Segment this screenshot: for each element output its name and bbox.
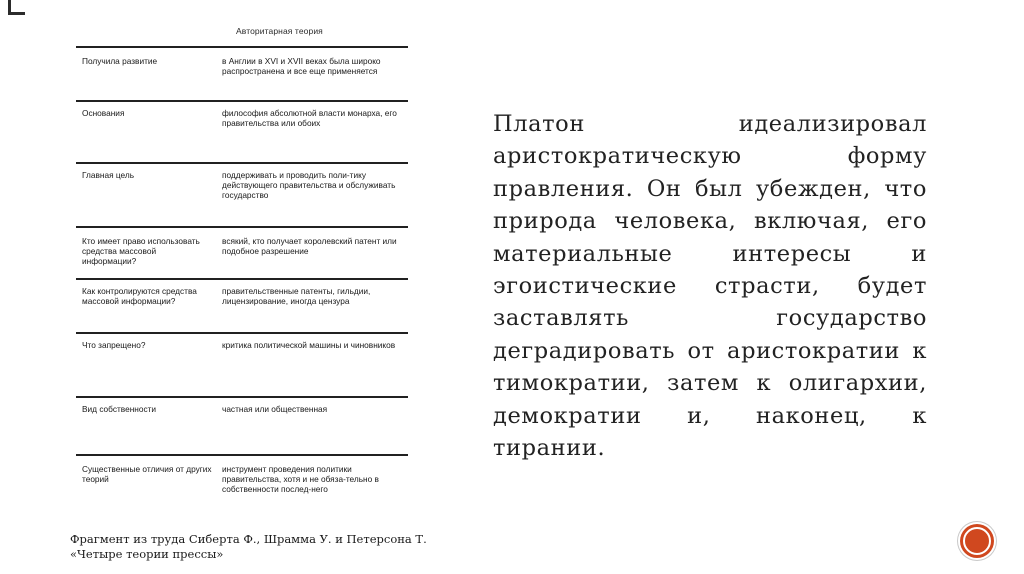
circle-icon [963,527,991,555]
row-question: Вид собственности [82,404,157,414]
row-answer: философия абсолютной власти монарха, его правительства или обоих [222,108,397,128]
caption-line-1: Фрагмент из труда Сиберта Ф., Шрамма У. и Петерсона Т. [70,532,427,546]
table-rule [76,454,408,456]
table-rule [76,332,408,334]
table-rule [76,100,408,102]
row-question: Основания [82,108,125,118]
row-question: Что запрещено? [82,340,146,350]
table-rule [76,162,408,164]
table-rule [76,278,408,280]
caption-line-2: «Четыре теории прессы» [70,547,224,561]
row-question: Кто имеет право использовать средства массовой информации? [82,236,200,266]
row-answer: в Англии в XVI и XVII веках была широко распространена и все еще применяется [222,56,381,76]
row-question: Существенные отличия от других теорий [82,464,212,484]
row-answer: частная или общественная [222,404,328,414]
table-rule [76,46,408,48]
row-answer: критика политической машины и чиновников [222,340,396,350]
row-question: Получила развитие [82,56,158,66]
main-paragraph: Платон идеализировал аристократическую форму правления. Он был убежден, что природа человека, включая, его материальные интересы и эгоистические страсти, будет заставлять государство деградировать от аристократии к тимократии, затем к олигархии, демократии и, наконец, к тирании. [493,111,927,462]
scanned-table [76,22,408,518]
row-question: Главная цель [82,170,135,180]
corner-bracket-decoration [8,0,25,15]
table-rule [76,226,408,228]
row-answer: поддерживать и проводить поли-тику действующего правительства и обслуживать государство [222,170,396,200]
row-question: Как контролируются средства массовой информации? [82,286,197,306]
row-answer: всякий, кто получает королевский патент или подобное разрешение [222,236,397,256]
row-answer: правительственные патенты, гильдии, лицензирование, иногда цензура [222,286,371,306]
table-rule [76,396,408,398]
next-slide-button[interactable] [960,524,994,558]
table-caption [70,532,490,562]
table-title: Авторитарная теория [236,26,323,36]
row-answer: инструмент проведения политики правительства, хотя и не обяза-тельно в собственности послед-него [222,464,379,494]
